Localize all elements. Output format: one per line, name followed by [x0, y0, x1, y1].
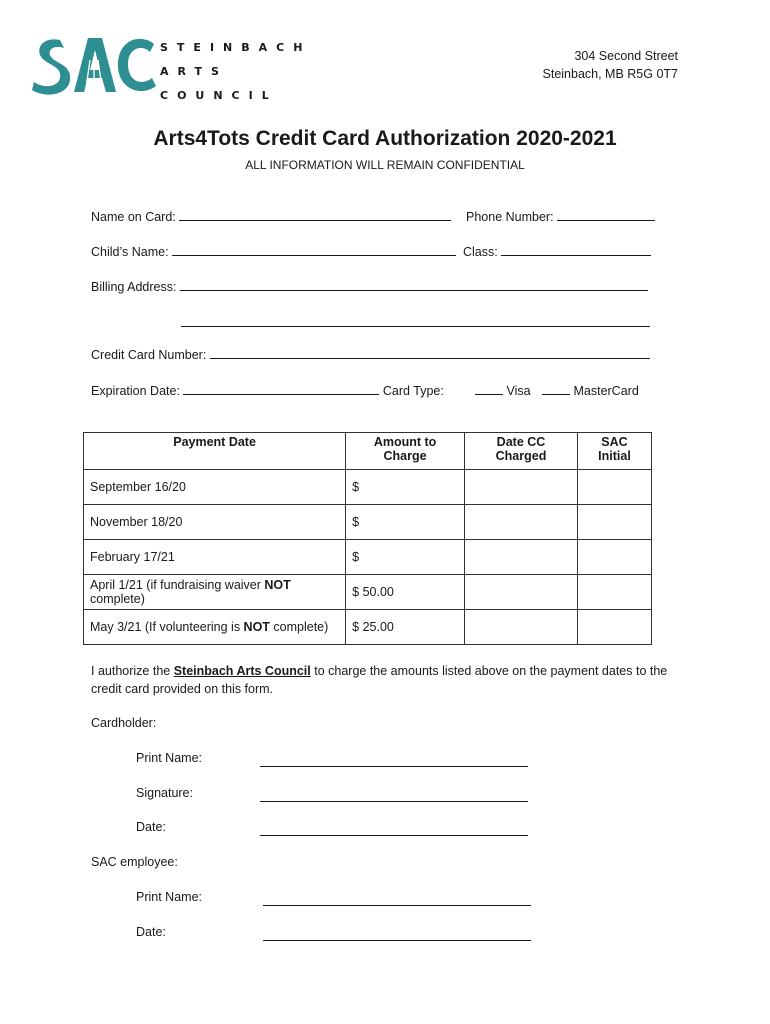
class-label: Class:: [463, 245, 498, 259]
sac-employee-heading: SAC employee:: [91, 855, 178, 869]
table-row: [84, 575, 652, 610]
phone-number-label: Phone Number:: [466, 210, 554, 224]
payment-date-cell: September 16/20: [84, 470, 346, 505]
sac-initial-cell[interactable]: [578, 505, 652, 540]
class-line[interactable]: [501, 243, 651, 256]
billing-address-line-2[interactable]: [181, 325, 650, 327]
header-payment-date: Payment Date: [84, 433, 346, 470]
date-charged-cell[interactable]: [464, 575, 577, 610]
employee-date-label: Date:: [136, 925, 166, 939]
mastercard-label: MasterCard: [573, 384, 639, 398]
mastercard-option[interactable]: [542, 382, 639, 398]
mastercard-checkline[interactable]: [542, 382, 570, 395]
date-charged-cell[interactable]: [464, 470, 577, 505]
name-on-card-line[interactable]: [179, 208, 451, 221]
table-header-row: [84, 433, 652, 470]
org-name-line-1: STEINBACH: [160, 41, 312, 54]
date-emphasis: NOT: [243, 620, 270, 634]
cardholder-print-name-line[interactable]: [260, 765, 528, 767]
cardholder-signature-line[interactable]: [260, 800, 528, 802]
credit-card-number-line[interactable]: [210, 346, 650, 359]
org-name-block: [160, 36, 311, 108]
class-field[interactable]: [463, 243, 651, 259]
payment-date-cell: February 17/21: [84, 540, 346, 575]
address-line-2: Steinbach, MB R5G 0T7: [542, 67, 678, 81]
sac-initial-cell[interactable]: [578, 610, 652, 645]
credit-card-number-label: Credit Card Number:: [91, 348, 207, 362]
cardholder-print-name-label: Print Name:: [136, 751, 202, 765]
credit-card-number-field[interactable]: [91, 346, 650, 362]
childs-name-label: Child’s Name:: [91, 245, 169, 259]
payment-date-cell: November 18/20: [84, 505, 346, 540]
sac-initial-cell[interactable]: [578, 470, 652, 505]
payment-date-cell: [84, 610, 346, 645]
table-row: [84, 610, 652, 645]
date-text-end: complete): [90, 592, 145, 606]
amount-cell: $: [346, 540, 465, 575]
amount-cell: $ 50.00: [346, 575, 465, 610]
org-name-line-3: COUNCIL: [160, 89, 278, 102]
org-name-line-2: ARTS: [160, 65, 228, 78]
employee-date-line[interactable]: [263, 939, 531, 941]
amount-cell: $: [346, 470, 465, 505]
childs-name-field[interactable]: [91, 243, 456, 259]
cardholder-heading: Cardholder:: [91, 716, 157, 730]
header-date-charged: Date CC Charged: [464, 433, 577, 470]
expiration-date-label: Expiration Date:: [91, 384, 180, 398]
date-emphasis: NOT: [264, 578, 291, 592]
name-on-card-field[interactable]: [91, 208, 451, 224]
sac-logo-graphic: [30, 30, 160, 100]
billing-address-label: Billing Address:: [91, 280, 177, 294]
authorization-org: Steinbach Arts Council: [173, 664, 311, 678]
billing-address-line-1[interactable]: [180, 278, 648, 291]
authorization-text-end: to charge the amounts listed above on the payment dates to the credit card provided on this form.: [91, 664, 668, 696]
date-text: May 3/21 (If volunteering is: [90, 620, 244, 634]
employee-print-name-line[interactable]: [263, 904, 531, 906]
employee-print-name-label: Print Name:: [136, 890, 202, 904]
authorization-statement: [91, 662, 681, 698]
payment-date-cell: [84, 575, 346, 610]
phone-number-field[interactable]: [466, 208, 655, 224]
expiration-date-field[interactable]: [91, 382, 444, 398]
sac-initial-cell[interactable]: [578, 575, 652, 610]
amount-cell: $ 25.00: [346, 610, 465, 645]
childs-name-line[interactable]: [172, 243, 456, 256]
visa-checkline[interactable]: [475, 382, 503, 395]
table-row: [84, 505, 652, 540]
cardholder-date-label: Date:: [136, 820, 166, 834]
cardholder-signature-label: Signature:: [136, 786, 193, 800]
visa-option[interactable]: [475, 382, 531, 398]
date-charged-cell[interactable]: [464, 540, 577, 575]
date-charged-cell[interactable]: [464, 505, 577, 540]
sac-initial-cell[interactable]: [578, 540, 652, 575]
authorization-text: I authorize the: [91, 664, 174, 678]
org-address: [543, 47, 678, 83]
header-amount: Amount to Charge: [346, 433, 465, 470]
cardholder-date-line[interactable]: [260, 834, 528, 836]
date-charged-cell[interactable]: [464, 610, 577, 645]
form-title: Arts4Tots Credit Card Authorization 2020-2021: [153, 127, 617, 150]
date-text-end: complete): [269, 620, 329, 634]
table-row: [84, 540, 652, 575]
table-row: [84, 470, 652, 505]
billing-address-field[interactable]: [91, 278, 648, 294]
date-text: April 1/21 (if fundraising waiver: [90, 578, 265, 592]
name-on-card-label: Name on Card:: [91, 210, 176, 224]
phone-number-line[interactable]: [557, 208, 655, 221]
address-line-1: 304 Second Street: [574, 49, 678, 63]
card-type-label: Card Type:: [382, 384, 444, 398]
header-sac-initial: SAC Initial: [578, 433, 652, 470]
payment-table: [83, 432, 652, 645]
amount-cell: $: [346, 505, 465, 540]
form-subtitle: ALL INFORMATION WILL REMAIN CONFIDENTIAL: [245, 158, 525, 172]
expiration-date-line[interactable]: [183, 382, 379, 395]
visa-label: Visa: [506, 384, 531, 398]
